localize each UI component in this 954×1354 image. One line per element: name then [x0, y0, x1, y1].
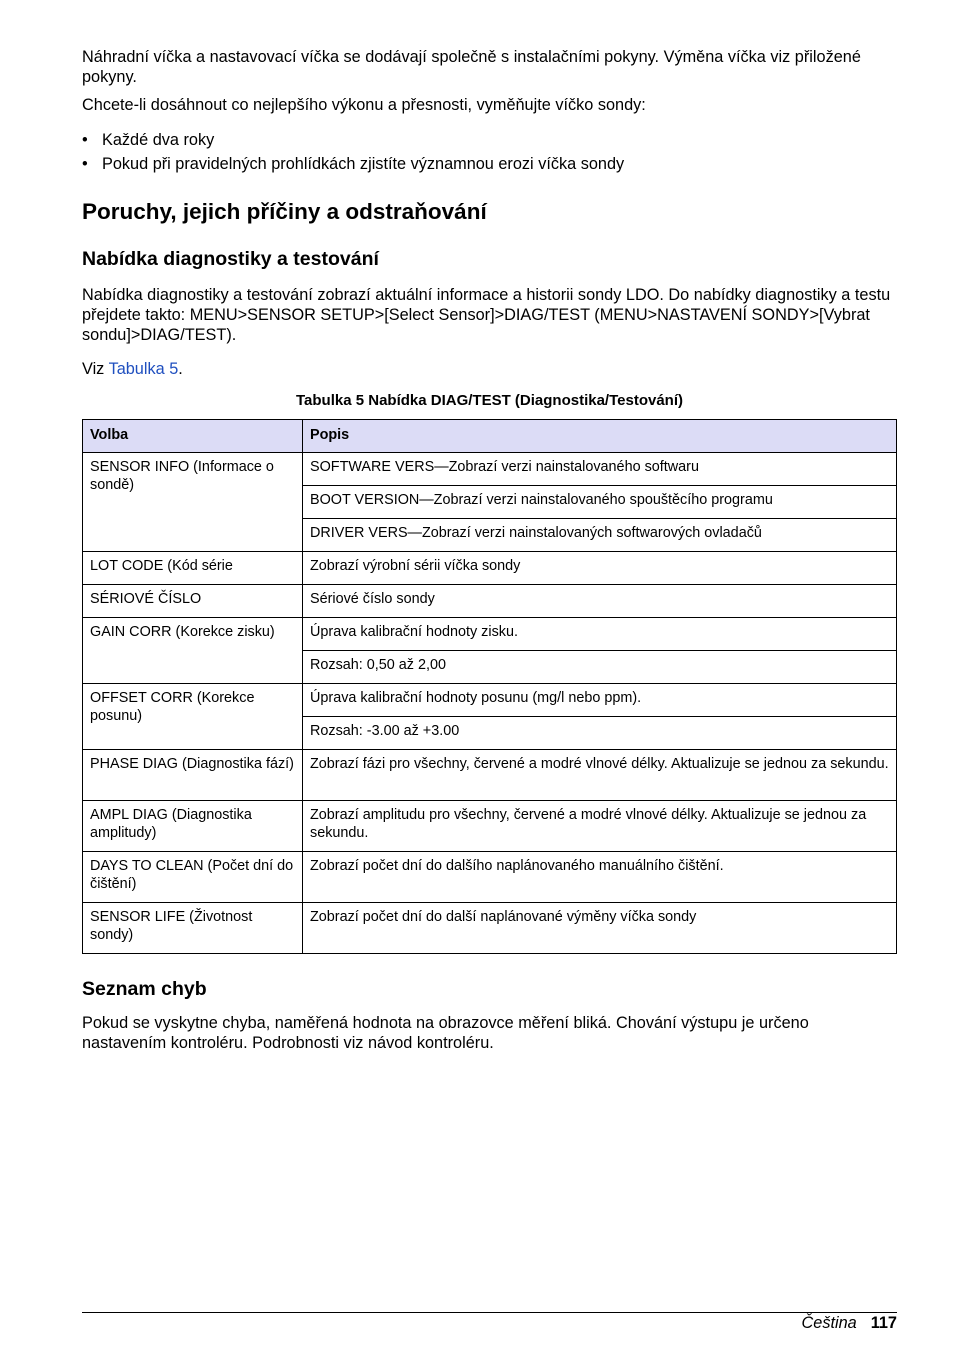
- list-item: • Každé dva roky: [82, 131, 215, 149]
- table-header-row: [83, 420, 897, 453]
- table-row: [83, 453, 897, 486]
- description-cell: BOOT VERSION—Zobrazí verzi nainstalovaného spouštěcího programu: [303, 486, 897, 519]
- description-cell: Sériové číslo sondy: [303, 585, 897, 618]
- option-cell: GAIN CORR (Korekce zisku): [83, 618, 303, 684]
- description-cell: Zobrazí počet dní do dalšího naplánovaného manuálního čištění.: [303, 852, 897, 903]
- option-cell: LOT CODE (Kód série: [83, 552, 303, 585]
- cap-replacement-list: [82, 130, 897, 178]
- column-header-description: Popis: [303, 420, 897, 453]
- intro-paragraph-2: Chcete-li dosáhnout co nejlepšího výkonu a přesnosti, vyměňujte víčko sondy:: [82, 96, 646, 114]
- description-cell: Rozsah: 0,50 až 2,00: [303, 651, 897, 684]
- page-footer: [802, 1313, 898, 1333]
- footer-divider: [82, 1312, 897, 1313]
- table-row: [83, 852, 897, 903]
- option-cell: DAYS TO CLEAN (Počet dní do čištění): [83, 852, 303, 903]
- option-cell: SÉRIOVÉ ČÍSLO: [83, 585, 303, 618]
- description-cell: Zobrazí počet dní do další naplánované výměny víčka sondy: [303, 903, 897, 954]
- option-cell: SENSOR LIFE (Životnost sondy): [83, 903, 303, 954]
- table-row: [83, 552, 897, 585]
- intro-paragraph-1: Náhradní víčka a nastavovací víčka se dodávají společně s instalačními pokyny. Výměna víčka viz přiložené pokyny.: [82, 48, 861, 86]
- description-cell: Zobrazí amplitudu pro všechny, červené a modré vlnové délky. Aktualizuje se jednou za sekundu.: [303, 801, 897, 852]
- option-cell: SENSOR INFO (Informace o sondě): [83, 453, 303, 552]
- table-caption: Tabulka 5 Nabídka DIAG/TEST (Diagnostika/Testování): [295, 392, 684, 409]
- description-cell: Úprava kalibrační hodnoty posunu (mg/l nebo ppm).: [303, 684, 897, 717]
- description-cell: Rozsah: -3.00 až +3.00: [303, 717, 897, 750]
- bullet-icon: •: [82, 131, 88, 149]
- diag-paragraph: Nabídka diagnostiky a testování zobrazí aktuální informace a historii sondy LDO. Do nabídky diagnostiky a testu přejdete takto: MENU>SENSOR SETUP>[Select Sensor]>DIAG/TEST (MENU>NASTAVENÍ SONDY>[Vybrat sondu]>DIAG/TEST).: [82, 286, 891, 344]
- table-5-link[interactable]: Tabulka 5: [108, 360, 179, 378]
- description-cell: SOFTWARE VERS—Zobrazí verzi nainstalovaného softwaru: [303, 453, 897, 486]
- page-number: 117: [870, 1314, 897, 1332]
- table-row: [83, 903, 897, 954]
- description-cell: Úprava kalibrační hodnoty zisku.: [303, 618, 897, 651]
- description-cell: Zobrazí fázi pro všechny, červené a modré vlnové délky. Aktualizuje se jednou za sekundu.: [303, 750, 897, 801]
- column-header-option: Volba: [83, 420, 303, 453]
- errors-paragraph: Pokud se vyskytne chyba, naměřená hodnota na obrazovce měření bliká. Chování výstupu je určeno nastavením kontroléru. Podrobnosti viz návod kontroléru.: [82, 1014, 809, 1052]
- option-cell: AMPL DIAG (Diagnostika amplitudy): [83, 801, 303, 852]
- table-row: [83, 684, 897, 717]
- footer-language: Čeština: [801, 1314, 857, 1332]
- table-row: [83, 750, 897, 801]
- bullet-icon: •: [82, 155, 88, 173]
- description-cell: DRIVER VERS—Zobrazí verzi nainstalovaných softwarových ovladačů: [303, 519, 897, 552]
- option-cell: PHASE DIAG (Diagnostika fází): [83, 750, 303, 801]
- diag-test-table: [82, 419, 897, 954]
- see-table-reference: Viz Tabulka 5.: [82, 360, 183, 378]
- table-row: [83, 585, 897, 618]
- table-row: [83, 801, 897, 852]
- description-cell: Zobrazí výrobní sérii víčka sondy: [303, 552, 897, 585]
- list-item: • Pokud při pravidelných prohlídkách zjistíte významnou erozi víčka sondy: [82, 155, 625, 173]
- errors-heading: Seznam chyb: [82, 978, 207, 1000]
- diag-heading: Nabídka diagnostiky a testování: [82, 248, 379, 270]
- option-cell: OFFSET CORR (Korekce posunu): [83, 684, 303, 750]
- section-title: Poruchy, jejich příčiny a odstraňování: [82, 199, 487, 224]
- table-row: [83, 618, 897, 651]
